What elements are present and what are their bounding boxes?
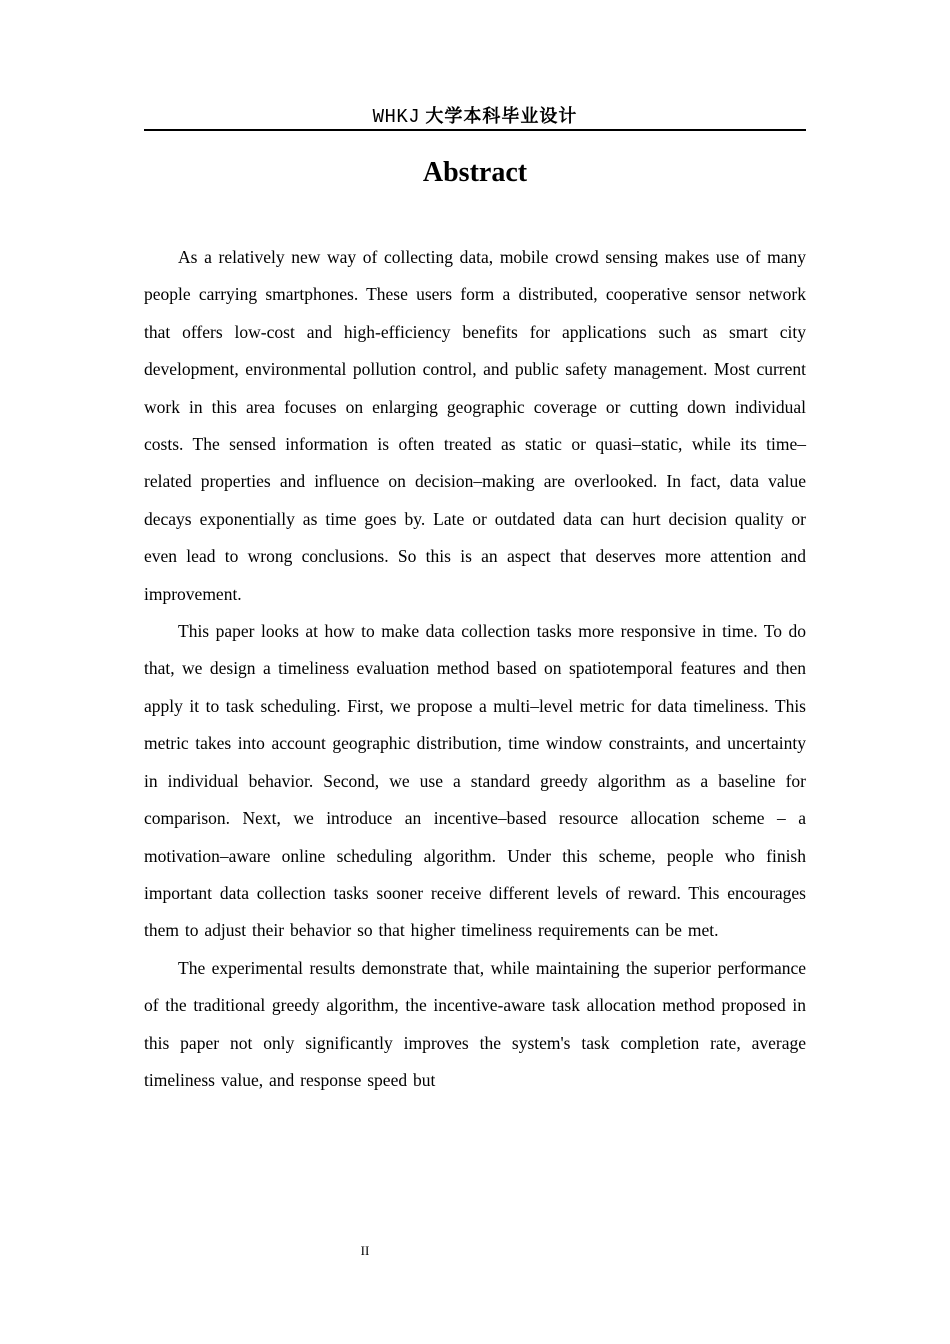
abstract-body: [144, 239, 806, 1099]
paragraph-1: As a relatively new way of collecting data, mobile crowd sensing makes use of many people carrying smartphones. These users form a distributed, cooperative sensor network that offers low-cost and high-efficiency benefits for applications such as smart city development, environmental pollution control, and public safety management. Most current work in this area focuses on enlarging geographic coverage or cutting down individual costs. The sensed information is often treated as static or quasi–static, while its time–related properties and influence on decision–making are overlooked. In fact, data value decays exponentially as time goes by. Late or outdated data can hurt decision quality or even lead to wrong conclusions. So this is an aspect that deserves more attention and improvement.: [144, 247, 806, 604]
header-rule: [144, 129, 806, 131]
page-number: II: [360, 1243, 370, 1258]
page-title: Abstract: [422, 157, 528, 188]
paragraph-3: The experimental results demonstrate that, while maintaining the superior performance of the traditional greedy algorithm, the incentive-aware task allocation method proposed in this paper not only significantly improves the system's task completion rate, average timeliness value, and response speed but: [144, 957, 806, 1090]
header-cjk-text: 大学本科毕业设计: [425, 106, 578, 127]
paragraph-2: This paper looks at how to make data collection tasks more responsive in time. To do that, we design a timeliness evaluation method based on spatiotemporal features and then apply it to task scheduling. First, we propose a multi–level metric for data timeliness. This metric takes into account geographic distribution, time window constraints, and uncertainty in individual behavior. Second, we use a standard greedy algorithm as a baseline for comparison. Next, we introduce an incentive–based resource allocation scheme – a motivation–aware online scheduling algorithm. Under this scheme, people who finish important data collection tasks sooner receive different levels of reward. This encourages them to adjust their behavior so that higher timeliness requirements can be met.: [144, 621, 806, 941]
header-latin-text: WHKJ: [372, 106, 421, 128]
running-header: [144, 104, 806, 130]
